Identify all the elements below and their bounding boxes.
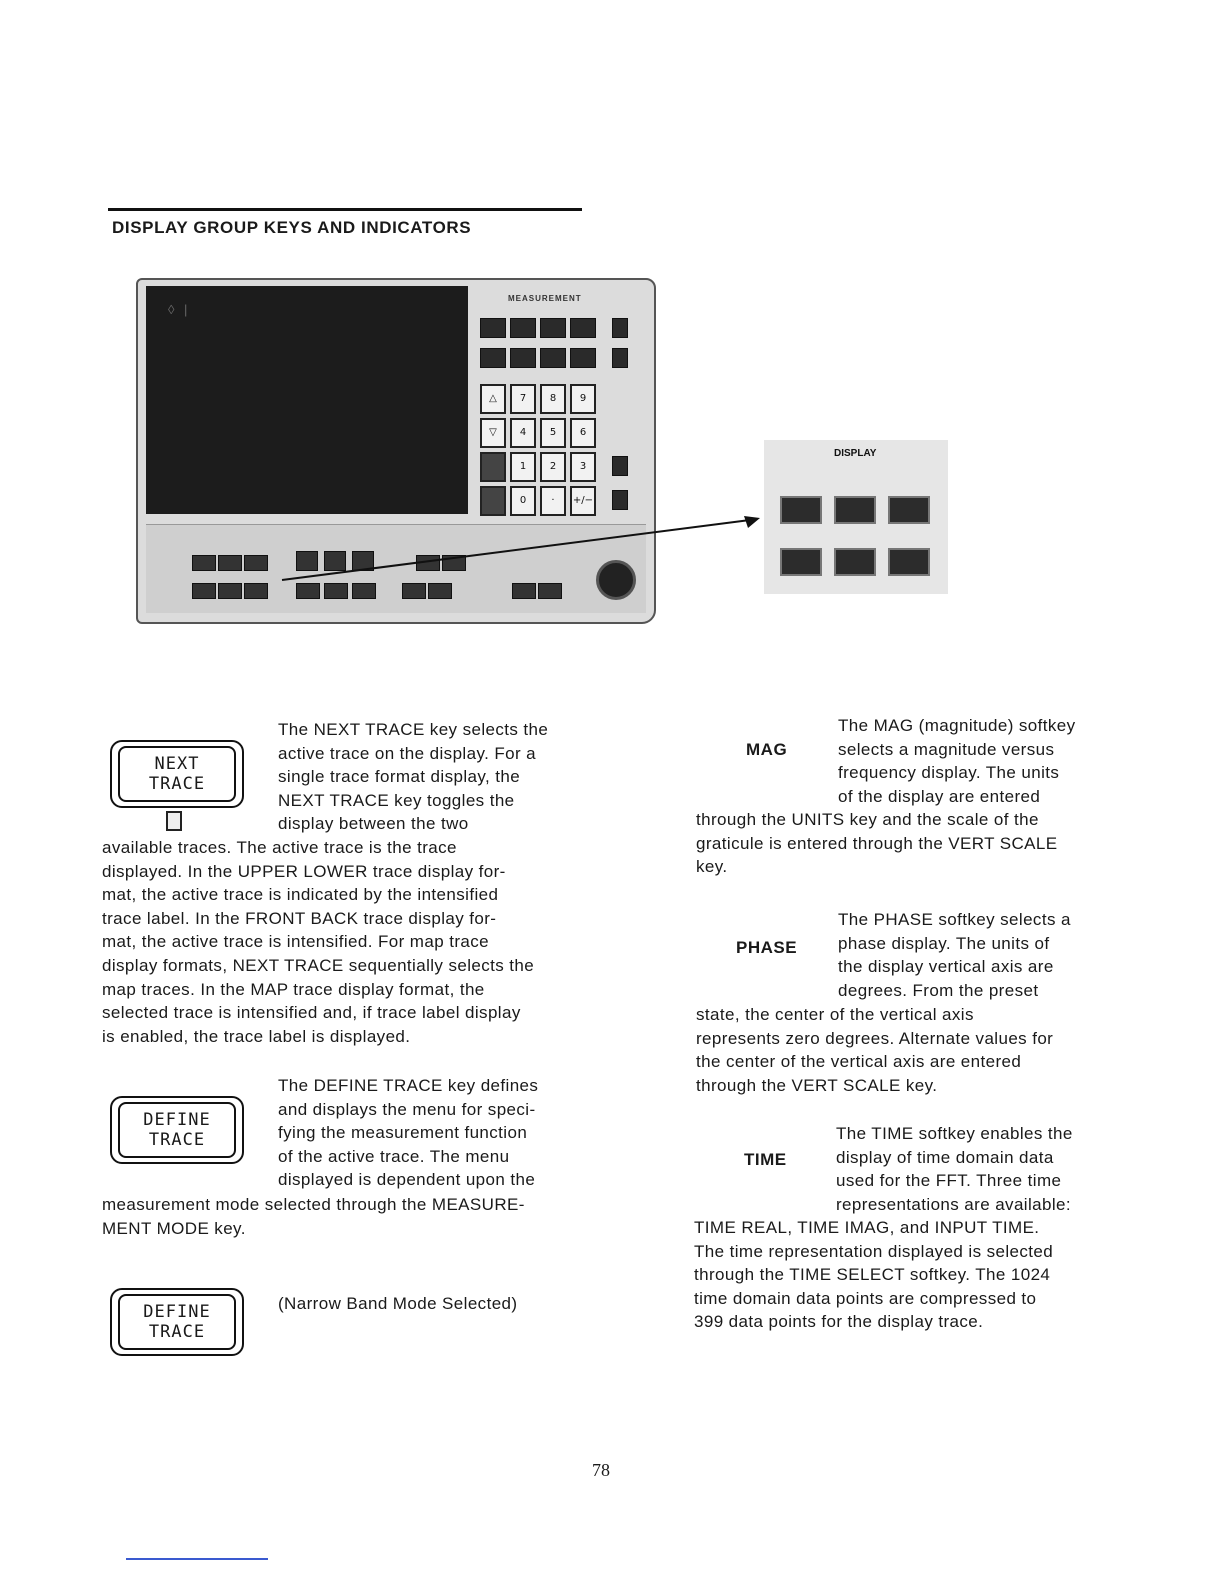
display-softkey bbox=[780, 496, 822, 524]
numeric-key: 6 bbox=[570, 418, 596, 448]
text-line: is enabled, the trace label is displayed. bbox=[102, 1026, 411, 1046]
text-line: graticule is entered through the VERT SCALE bbox=[696, 833, 1058, 853]
display-softkey bbox=[888, 496, 930, 524]
text-line: through the TIME SELECT softkey. The 1024 bbox=[694, 1265, 1051, 1285]
panel-key bbox=[218, 555, 242, 571]
screen-label: ◊ | bbox=[168, 302, 191, 317]
page-number: 78 bbox=[592, 1460, 610, 1480]
down-arrow-key: ▽ bbox=[480, 418, 506, 448]
text-line: representations are available: bbox=[836, 1194, 1072, 1214]
numeric-key: 3 bbox=[570, 452, 596, 482]
measurement-key bbox=[570, 318, 596, 338]
text-line: phase display. The units of bbox=[838, 933, 1050, 953]
measurement-key bbox=[510, 318, 536, 338]
text-line: map traces. In the MAP trace display format, the bbox=[102, 979, 485, 999]
pointer-arrow bbox=[280, 508, 770, 588]
text-line: NEXT TRACE key toggles the bbox=[278, 790, 515, 810]
display-softkey bbox=[834, 548, 876, 576]
panel-key bbox=[244, 583, 268, 599]
text-line: display between the two bbox=[278, 814, 469, 834]
key-label-line: TRACE bbox=[148, 774, 206, 794]
numeric-key: 5 bbox=[540, 418, 566, 448]
text-line: state, the center of the vertical axis bbox=[696, 1005, 974, 1024]
text-line: the display vertical axis are bbox=[838, 957, 1054, 977]
text-line: TIME REAL, TIME IMAG, and INPUT TIME. bbox=[694, 1218, 1040, 1237]
numeric-key: 1 bbox=[510, 452, 536, 482]
header-rule bbox=[108, 208, 582, 211]
text-line: the center of the vertical axis are entered bbox=[696, 1052, 1022, 1072]
mag-description-beside bbox=[838, 714, 1128, 808]
key-face bbox=[118, 1102, 236, 1158]
text-line: used for the FFT. Three time bbox=[836, 1171, 1062, 1191]
define-trace-key-drawing bbox=[110, 1096, 242, 1162]
define-trace-description-beside bbox=[278, 1074, 598, 1192]
define-trace-description bbox=[102, 1193, 602, 1240]
next-trace-key-drawing bbox=[110, 740, 242, 806]
numeric-key: 0 bbox=[510, 486, 536, 516]
text-line: frequency display. The units bbox=[838, 763, 1060, 783]
entry-key bbox=[612, 456, 628, 476]
text-line: The time representation displayed is selected bbox=[694, 1241, 1054, 1261]
text-line: displayed is dependent upon the bbox=[278, 1170, 536, 1190]
measurement-key bbox=[480, 348, 506, 368]
text-line: displayed. In the UPPER LOWER trace display for- bbox=[102, 861, 506, 881]
up-arrow-key: △ bbox=[480, 384, 506, 414]
measurement-label: MEASUREMENT bbox=[508, 294, 582, 303]
text-line: display formats, NEXT TRACE sequentially selects the bbox=[102, 955, 535, 975]
text-line: The TIME softkey enables the bbox=[836, 1124, 1073, 1143]
text-line: active trace on the display. For a bbox=[278, 743, 537, 763]
footer-rule bbox=[126, 1558, 268, 1560]
text-line: key. bbox=[696, 857, 728, 877]
text-line: selected trace is intensified and, if trace label display bbox=[102, 1003, 521, 1023]
key-face bbox=[118, 746, 236, 802]
phase-description bbox=[696, 1003, 1126, 1097]
panel-key bbox=[244, 555, 268, 571]
numeric-key: 8 bbox=[540, 384, 566, 414]
measurement-key bbox=[612, 318, 628, 338]
measurement-key bbox=[480, 318, 506, 338]
measurement-key bbox=[570, 348, 596, 368]
text-line: The DEFINE TRACE key defines bbox=[278, 1076, 539, 1095]
phase-softkey-label: PHASE bbox=[736, 938, 798, 957]
text-line: display of time domain data bbox=[836, 1147, 1054, 1167]
text-line: through the UNITS key and the scale of the bbox=[696, 810, 1039, 829]
next-trace-description bbox=[102, 836, 602, 1048]
panel-key bbox=[192, 583, 216, 599]
key-face bbox=[118, 1294, 236, 1350]
time-softkey-label: TIME bbox=[744, 1150, 787, 1169]
numeric-key: 9 bbox=[570, 384, 596, 414]
text-line: mat, the active trace is intensified. For map trace bbox=[102, 932, 489, 952]
section-title: DISPLAY GROUP KEYS AND INDICATORS bbox=[112, 218, 472, 237]
instrument-screen bbox=[146, 286, 468, 514]
text-line: The NEXT TRACE key selects the bbox=[278, 720, 549, 739]
numeric-key: +/− bbox=[570, 486, 596, 516]
key-label-line: DEFINE bbox=[143, 1110, 211, 1130]
text-line: trace label. In the FRONT BACK trace display for- bbox=[102, 908, 497, 928]
text-line: and displays the menu for speci- bbox=[278, 1099, 536, 1119]
display-softkey bbox=[888, 548, 930, 576]
text-line: The MAG (magnitude) softkey bbox=[838, 716, 1076, 735]
panel-key bbox=[218, 583, 242, 599]
entry-key bbox=[612, 490, 628, 510]
text-line: available traces. The active trace is the trace bbox=[102, 838, 457, 857]
key-label-line: TRACE bbox=[148, 1130, 206, 1150]
input-port bbox=[166, 811, 182, 831]
text-line: time domain data points are compressed to bbox=[694, 1288, 1037, 1308]
back-space-key bbox=[480, 452, 506, 482]
key-label-line: NEXT bbox=[154, 754, 200, 774]
text-line: measurement mode selected through the MEASURE- bbox=[102, 1195, 525, 1214]
numeric-key: · bbox=[540, 486, 566, 516]
next-trace-description-beside bbox=[278, 718, 598, 836]
text-line: mat, the active trace is indicated by the intensified bbox=[102, 885, 499, 905]
define-trace-narrow-band-key-drawing bbox=[110, 1288, 242, 1354]
time-description bbox=[694, 1216, 1124, 1334]
phase-description-beside bbox=[838, 908, 1128, 1002]
numeric-key: 7 bbox=[510, 384, 536, 414]
key-label-line: TRACE bbox=[148, 1322, 206, 1342]
time-description-beside bbox=[836, 1122, 1126, 1216]
mag-description bbox=[696, 808, 1126, 879]
display-inset-label: DISPLAY bbox=[834, 448, 877, 459]
numeric-key: 4 bbox=[510, 418, 536, 448]
text-line: of the active trace. The menu bbox=[278, 1146, 510, 1166]
text-line: single trace format display, the bbox=[278, 767, 521, 787]
text-line: selects a magnitude versus bbox=[838, 739, 1055, 759]
text-line: degrees. From the preset bbox=[838, 980, 1039, 1000]
display-softkey bbox=[834, 496, 876, 524]
display-softkey bbox=[780, 548, 822, 576]
text-line: represents zero degrees. Alternate values for bbox=[696, 1028, 1054, 1048]
narrow-band-caption: (Narrow Band Mode Selected) bbox=[278, 1294, 518, 1313]
text-line: of the display are entered bbox=[838, 786, 1041, 806]
text-line: 399 data points for the display trace. bbox=[694, 1312, 984, 1332]
measurement-key bbox=[612, 348, 628, 368]
measurement-key bbox=[540, 318, 566, 338]
text-line: fying the measurement function bbox=[278, 1123, 528, 1143]
display-keys-inset bbox=[764, 440, 948, 594]
key-label-line: DEFINE bbox=[143, 1302, 211, 1322]
measurement-key bbox=[510, 348, 536, 368]
text-line: The PHASE softkey selects a bbox=[838, 910, 1071, 929]
numeric-key: 2 bbox=[540, 452, 566, 482]
text-line: through the VERT SCALE key. bbox=[696, 1075, 938, 1095]
panel-key bbox=[192, 555, 216, 571]
measurement-key bbox=[540, 348, 566, 368]
mag-softkey-label: MAG bbox=[746, 740, 788, 759]
text-line: MENT MODE key. bbox=[102, 1218, 246, 1238]
